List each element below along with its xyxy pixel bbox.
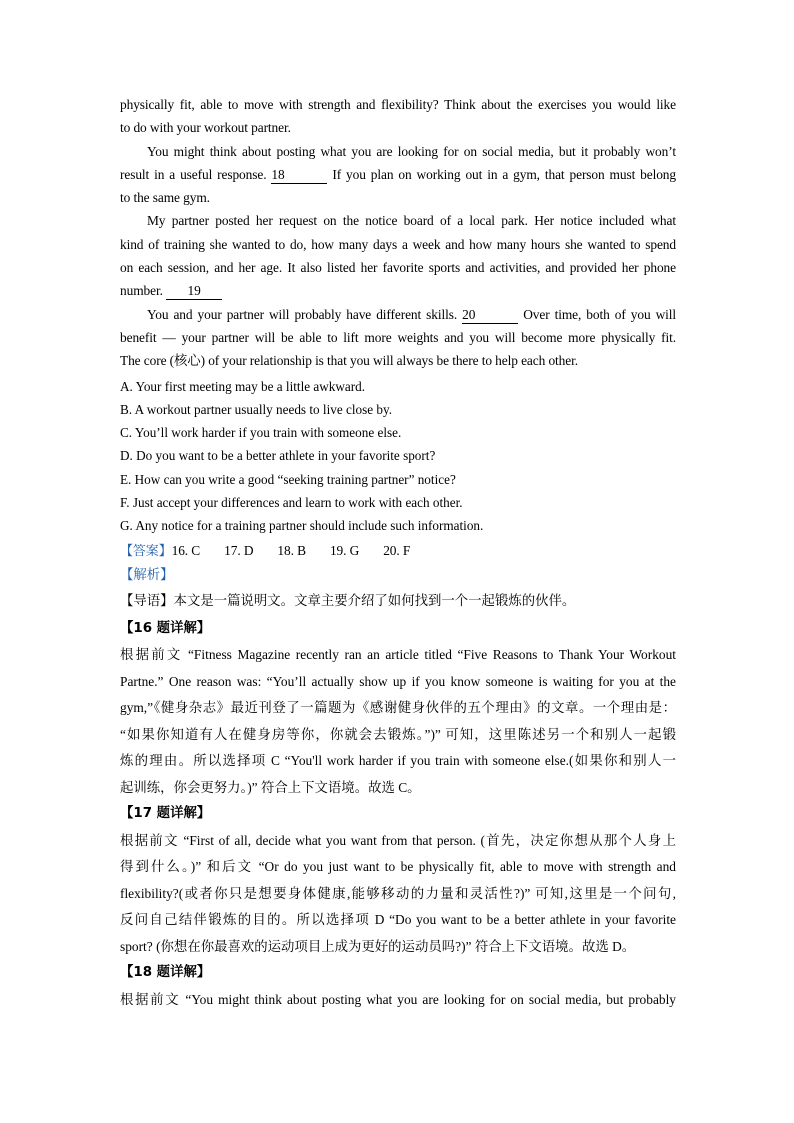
q17-heading: 【17 题详解】	[120, 806, 211, 822]
passage-line: You might think about posting what you are looking for on social media, but it probably won’t	[147, 143, 676, 159]
answer-blank-19: 19	[166, 283, 222, 300]
q16-line: 起训练，你会更努力。)” 符合上下文语境。故选 C。	[120, 779, 421, 795]
q16-line: “如果你知道有人在健身房等你，你就会去锻炼。”)” 可知，这里陈述另一个和别人一起锻	[120, 726, 676, 742]
passage-line	[120, 303, 676, 326]
answer-item: 20. F	[383, 542, 411, 558]
passage-text: You and your partner will probably have different skills.	[147, 306, 458, 322]
option-item: C. You’ll work harder if you train with someone else.	[120, 425, 402, 441]
analysis-intro: 【导语】本文是一篇说明文。文章主要介绍了如何找到一个一起锻炼的伙伴。	[120, 594, 576, 610]
passage-line: on each session, and her age. It also listed her favorite sports and activities, and provided her phone	[120, 260, 676, 276]
option-item: E. How can you write a good “seeking training partner” notice?	[120, 471, 456, 487]
answer-line	[120, 539, 676, 563]
document-page	[120, 93, 676, 1013]
q17-line: 得到什么。)” 和后文 “Or do you just want to be physically fit, able to move with strength and	[120, 859, 676, 875]
option-item: B. A workout partner usually needs to live close by.	[120, 401, 393, 417]
passage-line: benefit — your partner will be able to lift more weights and you will become more physically fit.	[120, 329, 676, 345]
options-list	[120, 375, 676, 538]
passage-text: number.	[120, 283, 163, 299]
answer-label: 【答案】	[120, 543, 172, 559]
passage-text: If you plan on working out in a gym, that person must belong	[332, 166, 677, 182]
passage-line: kind of training she wanted to do, how many days a week and how many hours she wanted to spend	[120, 236, 676, 252]
answer-item: 17. D	[224, 542, 254, 558]
passage-line: to do with your workout partner.	[120, 120, 291, 136]
option-item: D. Do you want to be a better athlete in your favorite sport?	[120, 448, 436, 464]
option-item: A. Your first meeting may be a little awkward.	[120, 378, 366, 394]
q16-line: 炼的理由。所以选择项 C “You'll work harder if you train with someone else.(如果你和别人一	[120, 753, 676, 769]
option-item: G. Any notice for a training partner should include such information.	[120, 518, 484, 534]
q17-line: 根据前文 “First of all, decide what you want from that person. (首先，决定你想从那个人身上	[120, 832, 676, 848]
q16-line: Partne.” One reason was: “You’ll actually show up if you know someone is waiting for you at the	[120, 673, 676, 689]
option-item: F. Just accept your differences and learn to work with each other.	[120, 495, 463, 511]
passage-line	[120, 279, 676, 302]
answer-item: 16. C	[171, 542, 201, 558]
passage-line: to the same gym.	[120, 190, 210, 206]
passage-line: physically fit, able to move with strength and flexibility? Think about the exercises you would like	[120, 97, 676, 112]
q17-line: sport? (你想在你最喜欢的运动项目上成为更好的运动员吗?)” 符合上下文语境。故选 D。	[120, 938, 636, 954]
q18-line: 根据前文 “You might think about posting what you are looking for on social media, but probably	[120, 991, 676, 1007]
answer-item: 18. B	[277, 542, 306, 558]
passage-line: My partner posted her request on the notice board of a local park. Her notice included what	[147, 213, 676, 229]
answer-blank-20: 20	[462, 307, 518, 324]
answer-item: 19. G	[329, 542, 360, 558]
q18-heading: 【18 题详解】	[120, 965, 211, 981]
passage-line: The core (核心) of your relationship is that you will always be there to help each other.	[120, 353, 578, 369]
passage-text: Over time, both of you will	[523, 306, 677, 322]
passage-text: result in a useful response.	[120, 166, 267, 182]
analysis-label: 【解析】	[120, 567, 174, 583]
q17-line: 反问自己结伴锻炼的目的。所以选择项 D “Do you want to be a better athlete in your favorite	[120, 912, 676, 928]
q16-line: gym,”《健身杂志》最近刊登了一篇题为《感谢健身伙伴的五个理由》的文章。一个理由是：	[120, 700, 676, 716]
q16-line: 根据前文 “Fitness Magazine recently ran an article titled “Five Reasons to Thank Your Workout	[120, 647, 676, 663]
q17-line: flexibility?(或者你只是想要身体健康,能够移动的力量和灵活性?)” 可知,这里是一个问句,	[120, 885, 676, 901]
q16-heading: 【16 题详解】	[120, 620, 211, 636]
answer-blank-18: 18	[271, 167, 327, 184]
passage-line	[120, 163, 676, 186]
